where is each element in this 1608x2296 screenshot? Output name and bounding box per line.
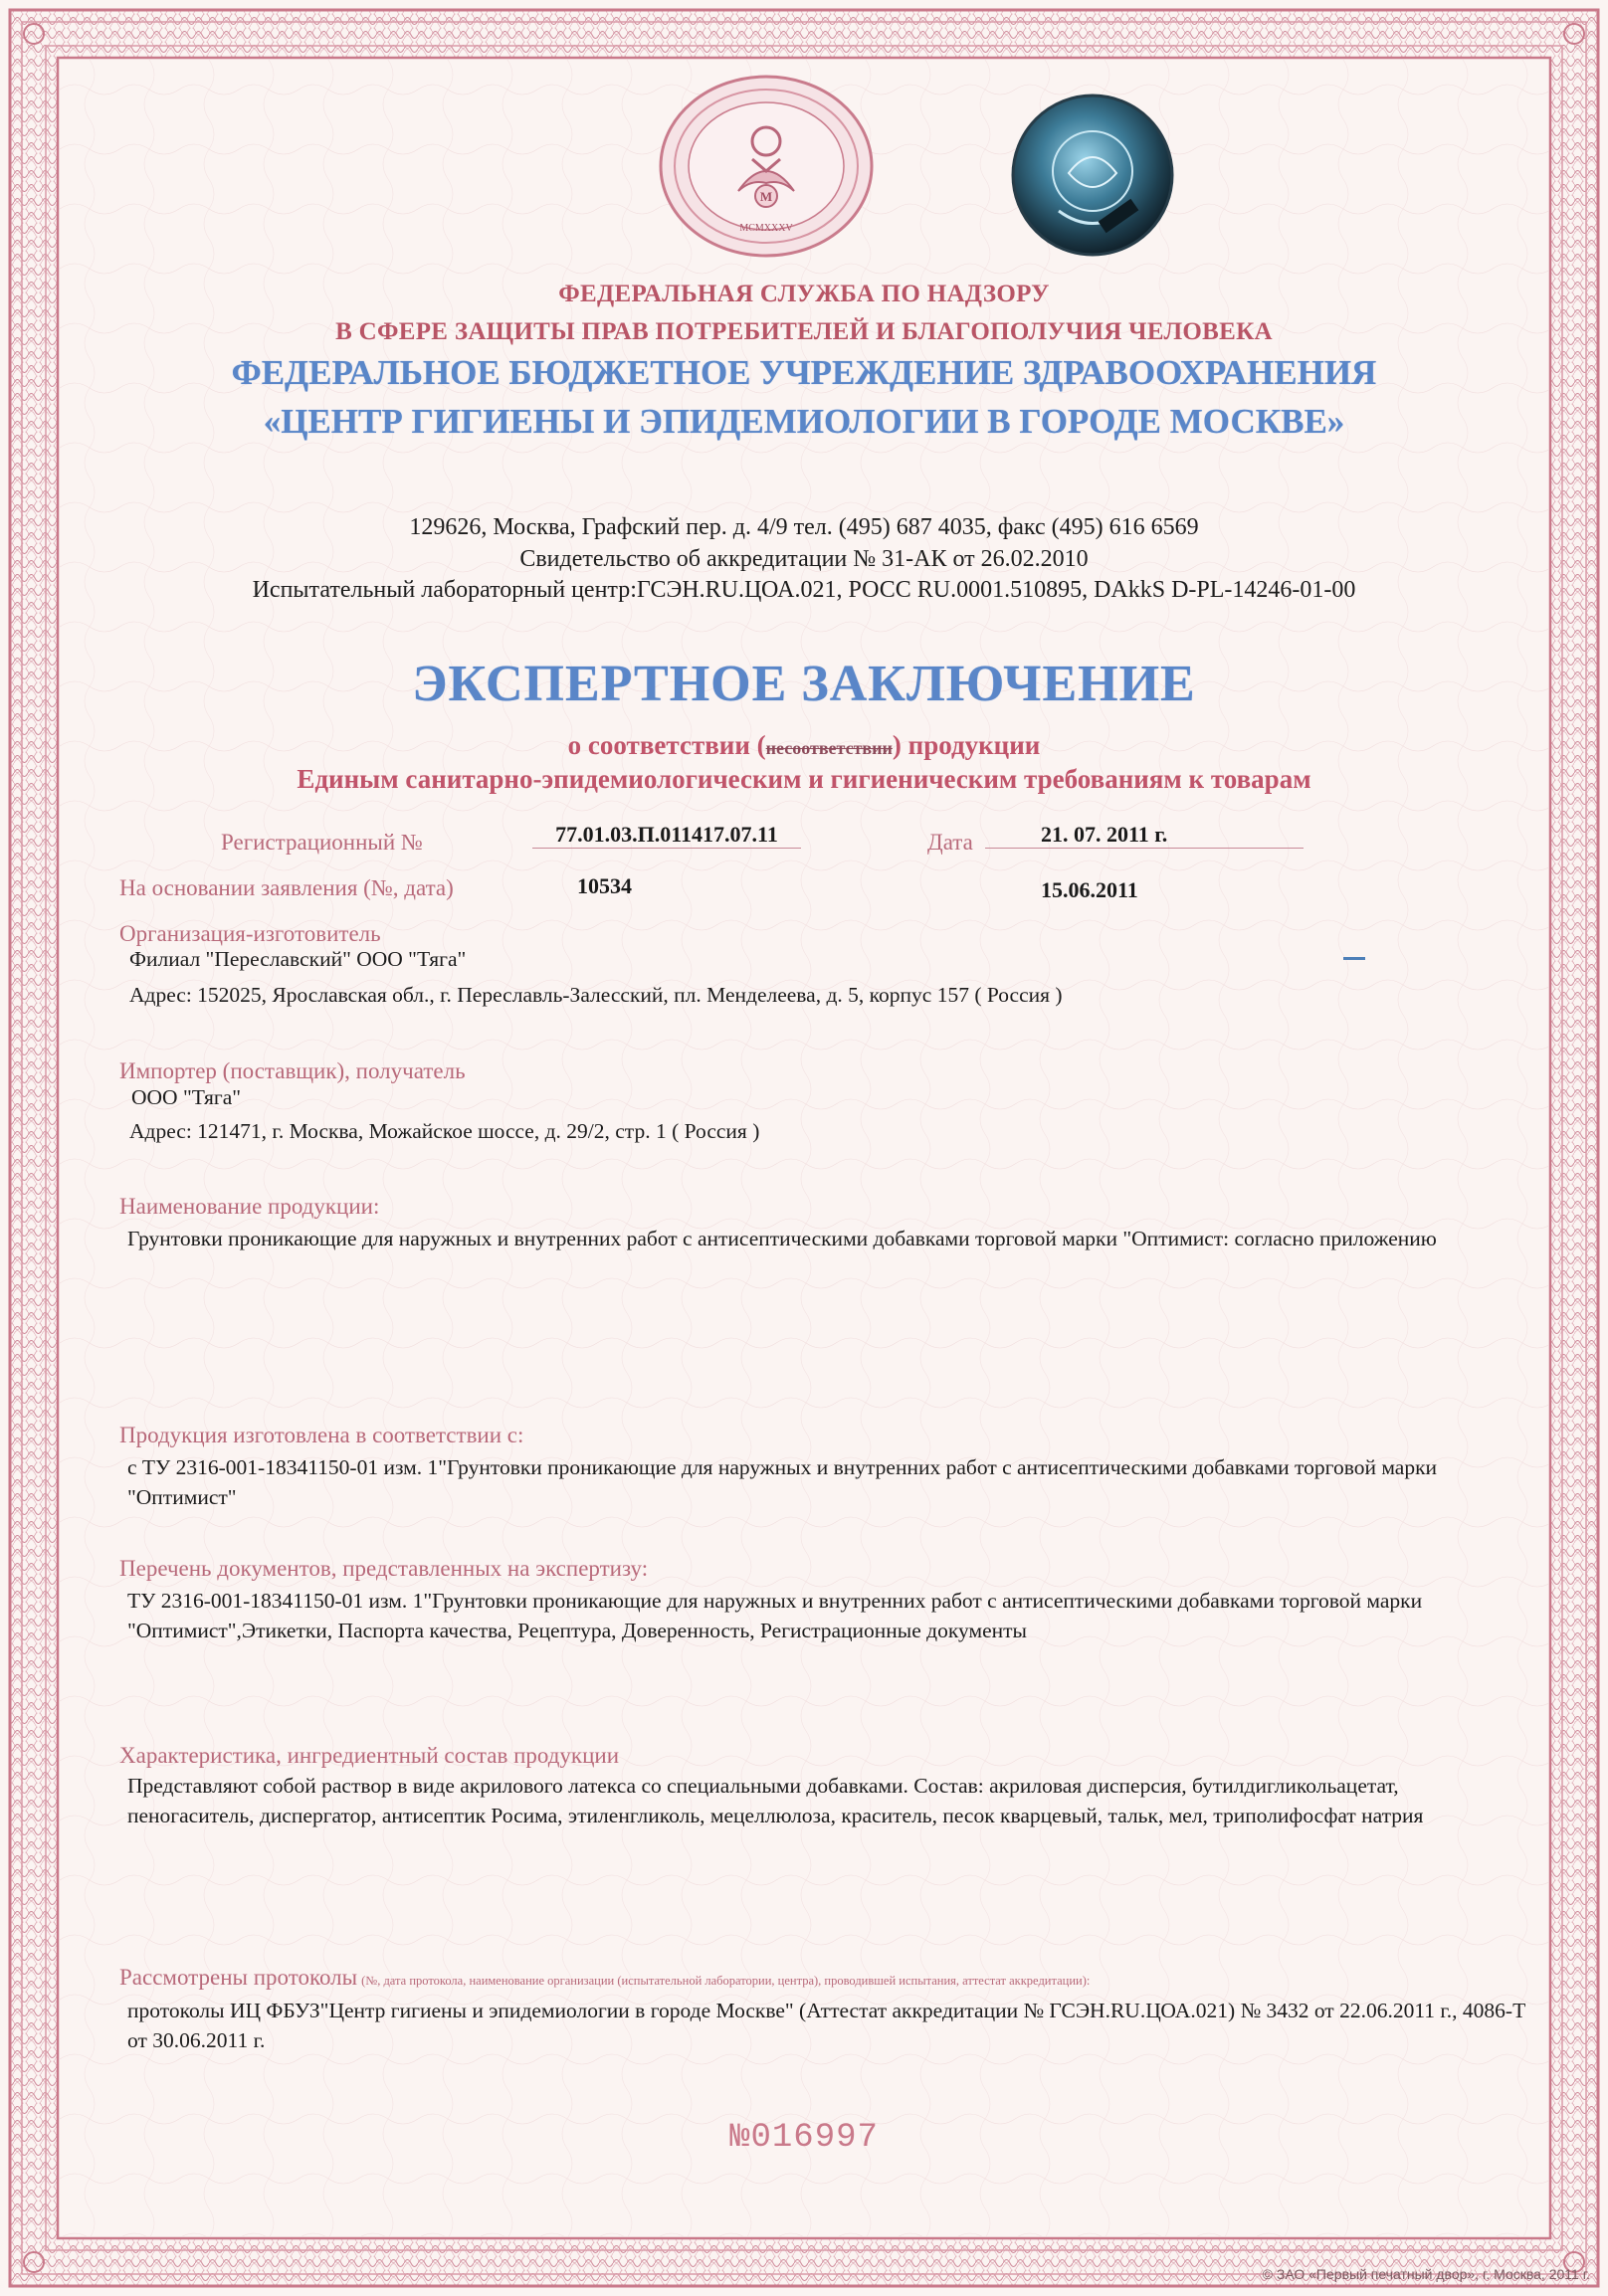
importer-address: Адрес: 121471, г. Москва, Можайское шоссе, д. 29/2, стр. 1 ( Россия ) <box>129 1119 760 1143</box>
basis-number: 10534 <box>577 873 632 898</box>
accreditation-line: Свидетельство об аккредитации № 31-АК от 26.02.2010 <box>519 546 1089 572</box>
composition-text: Представляют собой раствор в виде акрилового латекса со специальными добавками. Состав: акриловая дисперсия, бутилдигликольацетат, пеногаситель, диспергатор, антисептик Росима, этиленгликоль, мецеллюлоза, краситель, песок кварцевый, тальк, мел, триполифосфат натрия <box>127 1774 1424 1827</box>
institution-line-2: «ЦЕНТР ГИГИЕНЫ И ЭПИДЕМИОЛОГИИ В ГОРОДЕ МОСКВЕ» <box>263 402 1345 441</box>
ink-mark <box>1343 957 1365 960</box>
reg-number-label: Регистрационный № <box>221 830 423 855</box>
protocols-label-row <box>119 1965 1090 1991</box>
title-sub-suffix: ) продукции <box>892 730 1041 760</box>
protocols-label: Рассмотрены протоколы <box>119 1965 358 1990</box>
manufacturer-name: Филиал "Переславский" ООО "Тяга" <box>129 947 467 971</box>
agency-line-1: ФЕДЕРАЛЬНАЯ СЛУЖБА ПО НАДЗОРУ <box>558 281 1050 307</box>
hologram-sticker <box>1009 92 1176 259</box>
title-subline-2: Единым санитарно-эпидемиологическим и гигиеническим требованиям к товарам <box>297 764 1311 794</box>
lab-line: Испытательный лабораторный центр:ГСЭН.RU.ЦОА.021, РОСС RU.0001.510895, DAkkS D-PL-14246-01-00 <box>252 577 1356 603</box>
composition-label: Характеристика, ингредиентный состав продукции <box>119 1743 620 1768</box>
agency-line-2: В СФЕРЕ ЗАЩИТЫ ПРАВ ПОТРЕБИТЕЛЕЙ И БЛАГОПОЛУЧИЯ ЧЕЛОВЕКА <box>335 318 1273 345</box>
document-title: ЭКСПЕРТНОЕ ЗАКЛЮЧЕНИЕ <box>412 656 1196 712</box>
product-text: Грунтовки проникающие для наружных и внутренних работ с антисептическими добавками торговой марки "Оптимист: согласно приложению <box>127 1227 1437 1250</box>
date-label: Дата <box>927 830 973 855</box>
manufacturer-label: Организация-изготовитель <box>119 921 381 946</box>
reg-number-value: 77.01.03.П.011417.07.11 <box>532 822 801 849</box>
institution-line-1: ФЕДЕРАЛЬНОЕ БЮДЖЕТНОЕ УЧРЕЖДЕНИЕ ЗДРАВООХРАНЕНИЯ <box>231 353 1377 392</box>
emblem-year: MCMXXXV <box>739 223 793 234</box>
basis-label: На основании заявления (№, дата) <box>119 875 454 900</box>
conformity-label: Продукция изготовлена в соответствии с: <box>119 1423 524 1447</box>
importer-label: Импортер (поставщик), получатель <box>119 1058 466 1083</box>
printer-line: © ЗАО «Первый печатный двор», г. Москва, 2011 г. <box>1262 2266 1590 2282</box>
svg-text:M: M <box>759 189 773 204</box>
address-line: 129626, Москва, Графский пер. д. 4/9 тел. (495) 687 4035, факс (495) 616 6569 <box>409 514 1199 540</box>
manufacturer-address: Адрес: 152025, Ярославская обл., г. Переславль-Залесский, пл. Менделеева, д. 5, корпус 157 ( Россия ) <box>129 983 1063 1007</box>
title-sub-prefix: о соответствии ( <box>567 730 766 760</box>
importer-name: ООО "Тяга" <box>131 1085 242 1109</box>
protocols-label-note: (№, дата протокола, наименование организации (испытательной лаборатории, центра), проводившей испытания, аттестат аккредитации): <box>361 1974 1091 1988</box>
conformity-text: с ТУ 2316-001-18341150-01 изм. 1"Грунтовки проникающие для наружных и внутренних работ с антисептическими добавками торговой марки "Оптимист" <box>127 1455 1438 1509</box>
title-sub-struck: несоответствии <box>765 738 893 758</box>
protocols-text: протоколы ИЦ ФБУЗ"Центр гигиены и эпидемиологии в городе Москве" (Аттестат аккредитации № ГСЭН.RU.ЦОА.021) № 3432 от 22.06.2011 г., 4086-Т от 30.06.2011 г. <box>127 1999 1526 2052</box>
documents-label: Перечень документов, представленных на экспертизу: <box>119 1556 649 1581</box>
basis-date: 15.06.2011 <box>1041 877 1138 902</box>
title-subline-1 <box>0 730 1608 761</box>
form-number: №016997 <box>729 2119 879 2157</box>
emblem-seal <box>657 72 876 261</box>
date-value: 21. 07. 2011 г. <box>985 822 1304 849</box>
product-label: Наименование продукции: <box>119 1194 380 1219</box>
documents-text: ТУ 2316-001-18341150-01 изм. 1"Грунтовки проникающие для наружных и внутренних работ с антисептическими добавками торговой марки "Оптимист",Этикетки, Паспорта качества, Рецептура, Доверенность, Регистрационные документы <box>127 1589 1423 1642</box>
